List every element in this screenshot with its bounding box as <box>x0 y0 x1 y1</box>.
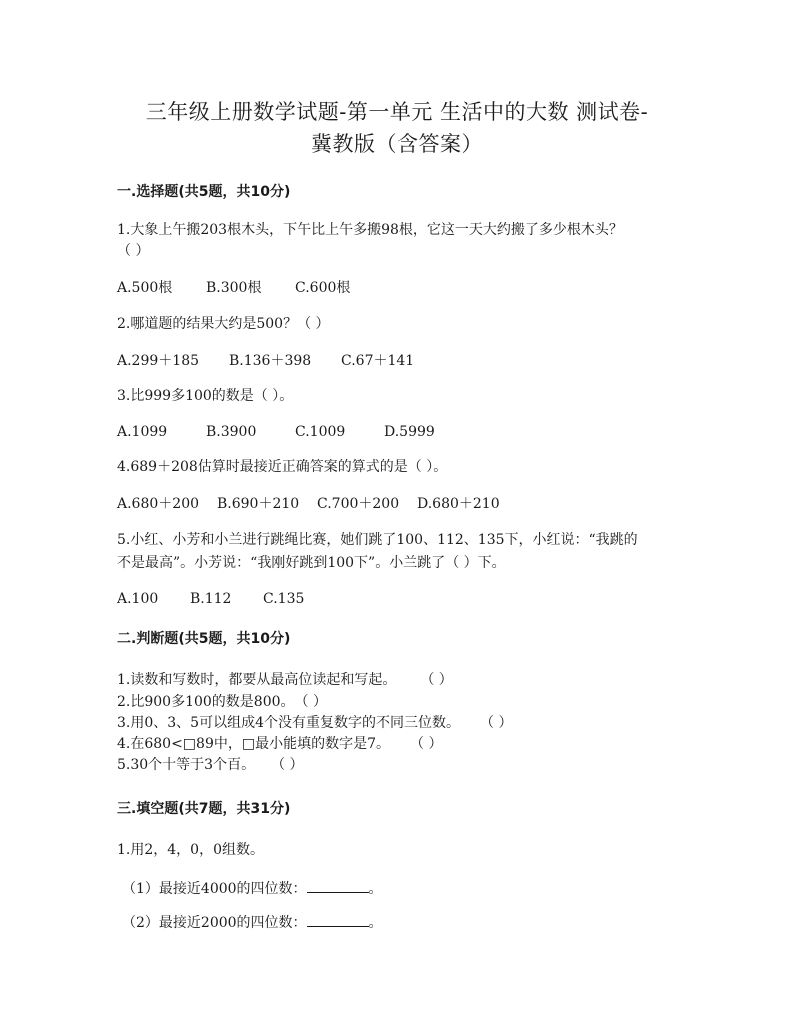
option-c: C.135 <box>263 591 305 607</box>
option-a: A.100 <box>117 591 159 607</box>
question-1-text: 1.大象上午搬203根木头，下午比上午多搬98根，它这一天大约搬了多少根木头？ <box>117 222 623 238</box>
judgement-item-text: 5.30个十等于3个百。 <box>117 757 256 773</box>
judgement-item-3 <box>117 713 512 733</box>
fill-subquestion-2 <box>122 912 383 933</box>
subquestion-end: 。 <box>368 915 383 931</box>
option-a: A.299＋185 <box>117 353 200 369</box>
judgement-item-5 <box>117 755 304 775</box>
judgement-item-text: 3.用0、3、5可以组成4个没有重复数字的不同三位数。 <box>117 715 460 731</box>
option-c: C.700＋200 <box>317 496 400 512</box>
question-3-options <box>117 422 435 442</box>
section-heading-fill-blank: 三.填空题(共7题，共31分) <box>117 801 291 817</box>
answer-paren: （ ） <box>271 757 304 773</box>
option-b: B.3900 <box>206 424 257 440</box>
option-b: B.136＋398 <box>229 353 312 369</box>
question-1-paren: （ ） <box>117 243 150 259</box>
option-b: B.112 <box>190 591 232 607</box>
section-heading-judgement: 二.判断题(共5题，共10分) <box>117 631 291 647</box>
answer-blank[interactable] <box>307 878 369 893</box>
option-c: C.600根 <box>295 280 351 296</box>
answer-blank[interactable] <box>307 912 369 927</box>
judgement-item-4 <box>117 734 442 754</box>
page-title-line2: 冀教版（含答案） <box>311 132 483 156</box>
option-d: D.680＋210 <box>417 496 500 512</box>
answer-paren: （ ） <box>420 672 453 688</box>
section-heading-choice: 一.选择题(共5题，共10分) <box>117 184 291 200</box>
question-3-text: 3.比999多100的数是（ ）。 <box>117 388 294 404</box>
subquestion-label: （1）最接近4000的四位数： <box>122 881 307 897</box>
judgement-item-text: 2.比900多100的数是800。 <box>117 694 295 710</box>
question-5-options <box>117 589 304 609</box>
judgement-item-text: 1.读数和写数时，都要从最高位读起和写起。 <box>117 672 397 688</box>
subquestion-label: （2）最接近2000的四位数： <box>122 915 307 931</box>
option-d: D.5999 <box>384 424 435 440</box>
question-2-options <box>117 351 414 371</box>
question-5-text-line2: 不是最高”。小芳说：“我刚好跳到100下”。小兰跳了（ ）下。 <box>117 555 506 571</box>
question-4-text: 4.689＋208估算时最接近正确答案的算式的是（ ）。 <box>117 459 448 475</box>
answer-paren: （ ） <box>480 715 513 731</box>
judgement-item-1 <box>117 670 453 690</box>
judgement-item-text: 4.在680<□89中，□最小能填的数字是7。 <box>117 736 390 752</box>
option-b: B.690＋210 <box>217 496 300 512</box>
judgement-item-2 <box>117 692 327 712</box>
option-b: B.300根 <box>206 280 262 296</box>
question-5-text-line1: 5.小红、小芳和小兰进行跳绳比赛，她们跳了100、112、135下，小红说：“我跳的 <box>117 532 638 548</box>
fill-question-1-text: 1.用2，4，0，0组数。 <box>117 842 264 858</box>
option-a: A.500根 <box>117 280 173 296</box>
option-c: C.67＋141 <box>341 353 415 369</box>
option-a: A.680＋200 <box>117 496 200 512</box>
question-4-options <box>117 494 500 514</box>
question-2-text: 2.哪道题的结果大约是500？（ ） <box>117 316 330 332</box>
question-1-options <box>117 278 350 298</box>
answer-paren: （ ） <box>294 694 327 710</box>
answer-paren: （ ） <box>410 736 443 752</box>
option-a: A.1099 <box>117 424 168 440</box>
option-c: C.1009 <box>295 424 346 440</box>
page-title-line1: 三年级上册数学试题-第一单元 生活中的大数 测试卷- <box>145 100 649 124</box>
subquestion-end: 。 <box>368 881 383 897</box>
fill-subquestion-1 <box>122 878 383 899</box>
